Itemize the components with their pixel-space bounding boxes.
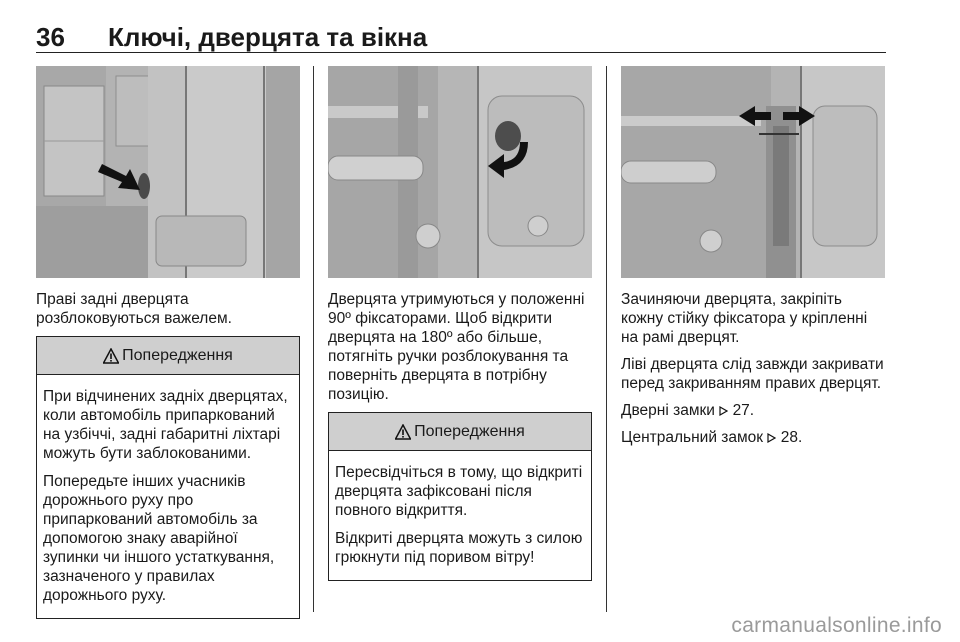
chapter-title: Ключі, дверцята та вікна xyxy=(108,22,428,52)
page-header xyxy=(36,20,886,53)
body-paragraph: Зачиняючи дверцята, закріпіть кожну стійку фіксатора у кріпленні на рамі дверцят. xyxy=(621,291,868,346)
warning-paragraph: Пересвідчіться в тому, що відкриті дверцята зафіксовані після повного відкриття. xyxy=(335,464,583,519)
column-divider xyxy=(313,66,314,612)
door-stay-bracket-illustration xyxy=(621,66,885,278)
warning-body xyxy=(329,451,591,580)
rear-door-lever-illustration xyxy=(36,66,300,278)
page-reference-arrow-icon xyxy=(719,406,728,416)
column-1 xyxy=(36,66,300,619)
warning-paragraph: Відкриті дверцята можуть з силою грюкнути під поривом вітру! xyxy=(335,530,583,566)
warning-box xyxy=(36,336,300,619)
warning-title: Попередження xyxy=(414,422,525,440)
body-paragraph: Ліві дверцята слід завжди закривати перед закриванням правих дверцят. xyxy=(621,356,884,392)
cross-reference[interactable] xyxy=(621,428,885,447)
warning-body xyxy=(37,375,299,618)
warning-box xyxy=(328,412,592,581)
page-number: 36 xyxy=(36,22,65,52)
warning-triangle-icon xyxy=(395,424,411,440)
reference-page: 27. xyxy=(732,402,755,419)
column-3 xyxy=(621,66,885,455)
warning-paragraph: Попередьте інших учасників дорожнього руху про припаркований автомобіль за допомогою знаку аварійної зупинки чи іншого устаткування, зазначеного у правилах дорожнього руху. xyxy=(43,473,275,604)
door-stay-release-illustration xyxy=(328,66,592,278)
watermark: carmanualsonline.info xyxy=(731,614,942,637)
column-divider xyxy=(606,66,607,612)
warning-triangle-icon xyxy=(103,348,119,364)
warning-title: Попередження xyxy=(122,346,233,364)
body-paragraph: Праві задні дверцята розблоковуються важелем. xyxy=(36,291,232,327)
reference-text: Дверні замки xyxy=(621,402,715,419)
column-2 xyxy=(328,66,592,581)
reference-text: Центральний замок xyxy=(621,429,764,446)
warning-header xyxy=(329,413,591,451)
warning-paragraph: При відчинених задніх дверцятах, коли автомобіль припаркований на узбіччі, задні габаритні ліхтарі можуть бути заблокованими. xyxy=(43,388,288,462)
cross-reference[interactable] xyxy=(621,401,885,420)
body-paragraph: Дверцята утримуються у положенні 90º фіксаторами. Щоб відкрити дверцята на 180º або більше, потягніть ручки розблокування та поверніть дверцята в потрібну позицію. xyxy=(328,291,585,403)
page-reference-arrow-icon xyxy=(767,433,776,443)
reference-page: 28. xyxy=(780,429,803,446)
warning-header xyxy=(37,337,299,375)
